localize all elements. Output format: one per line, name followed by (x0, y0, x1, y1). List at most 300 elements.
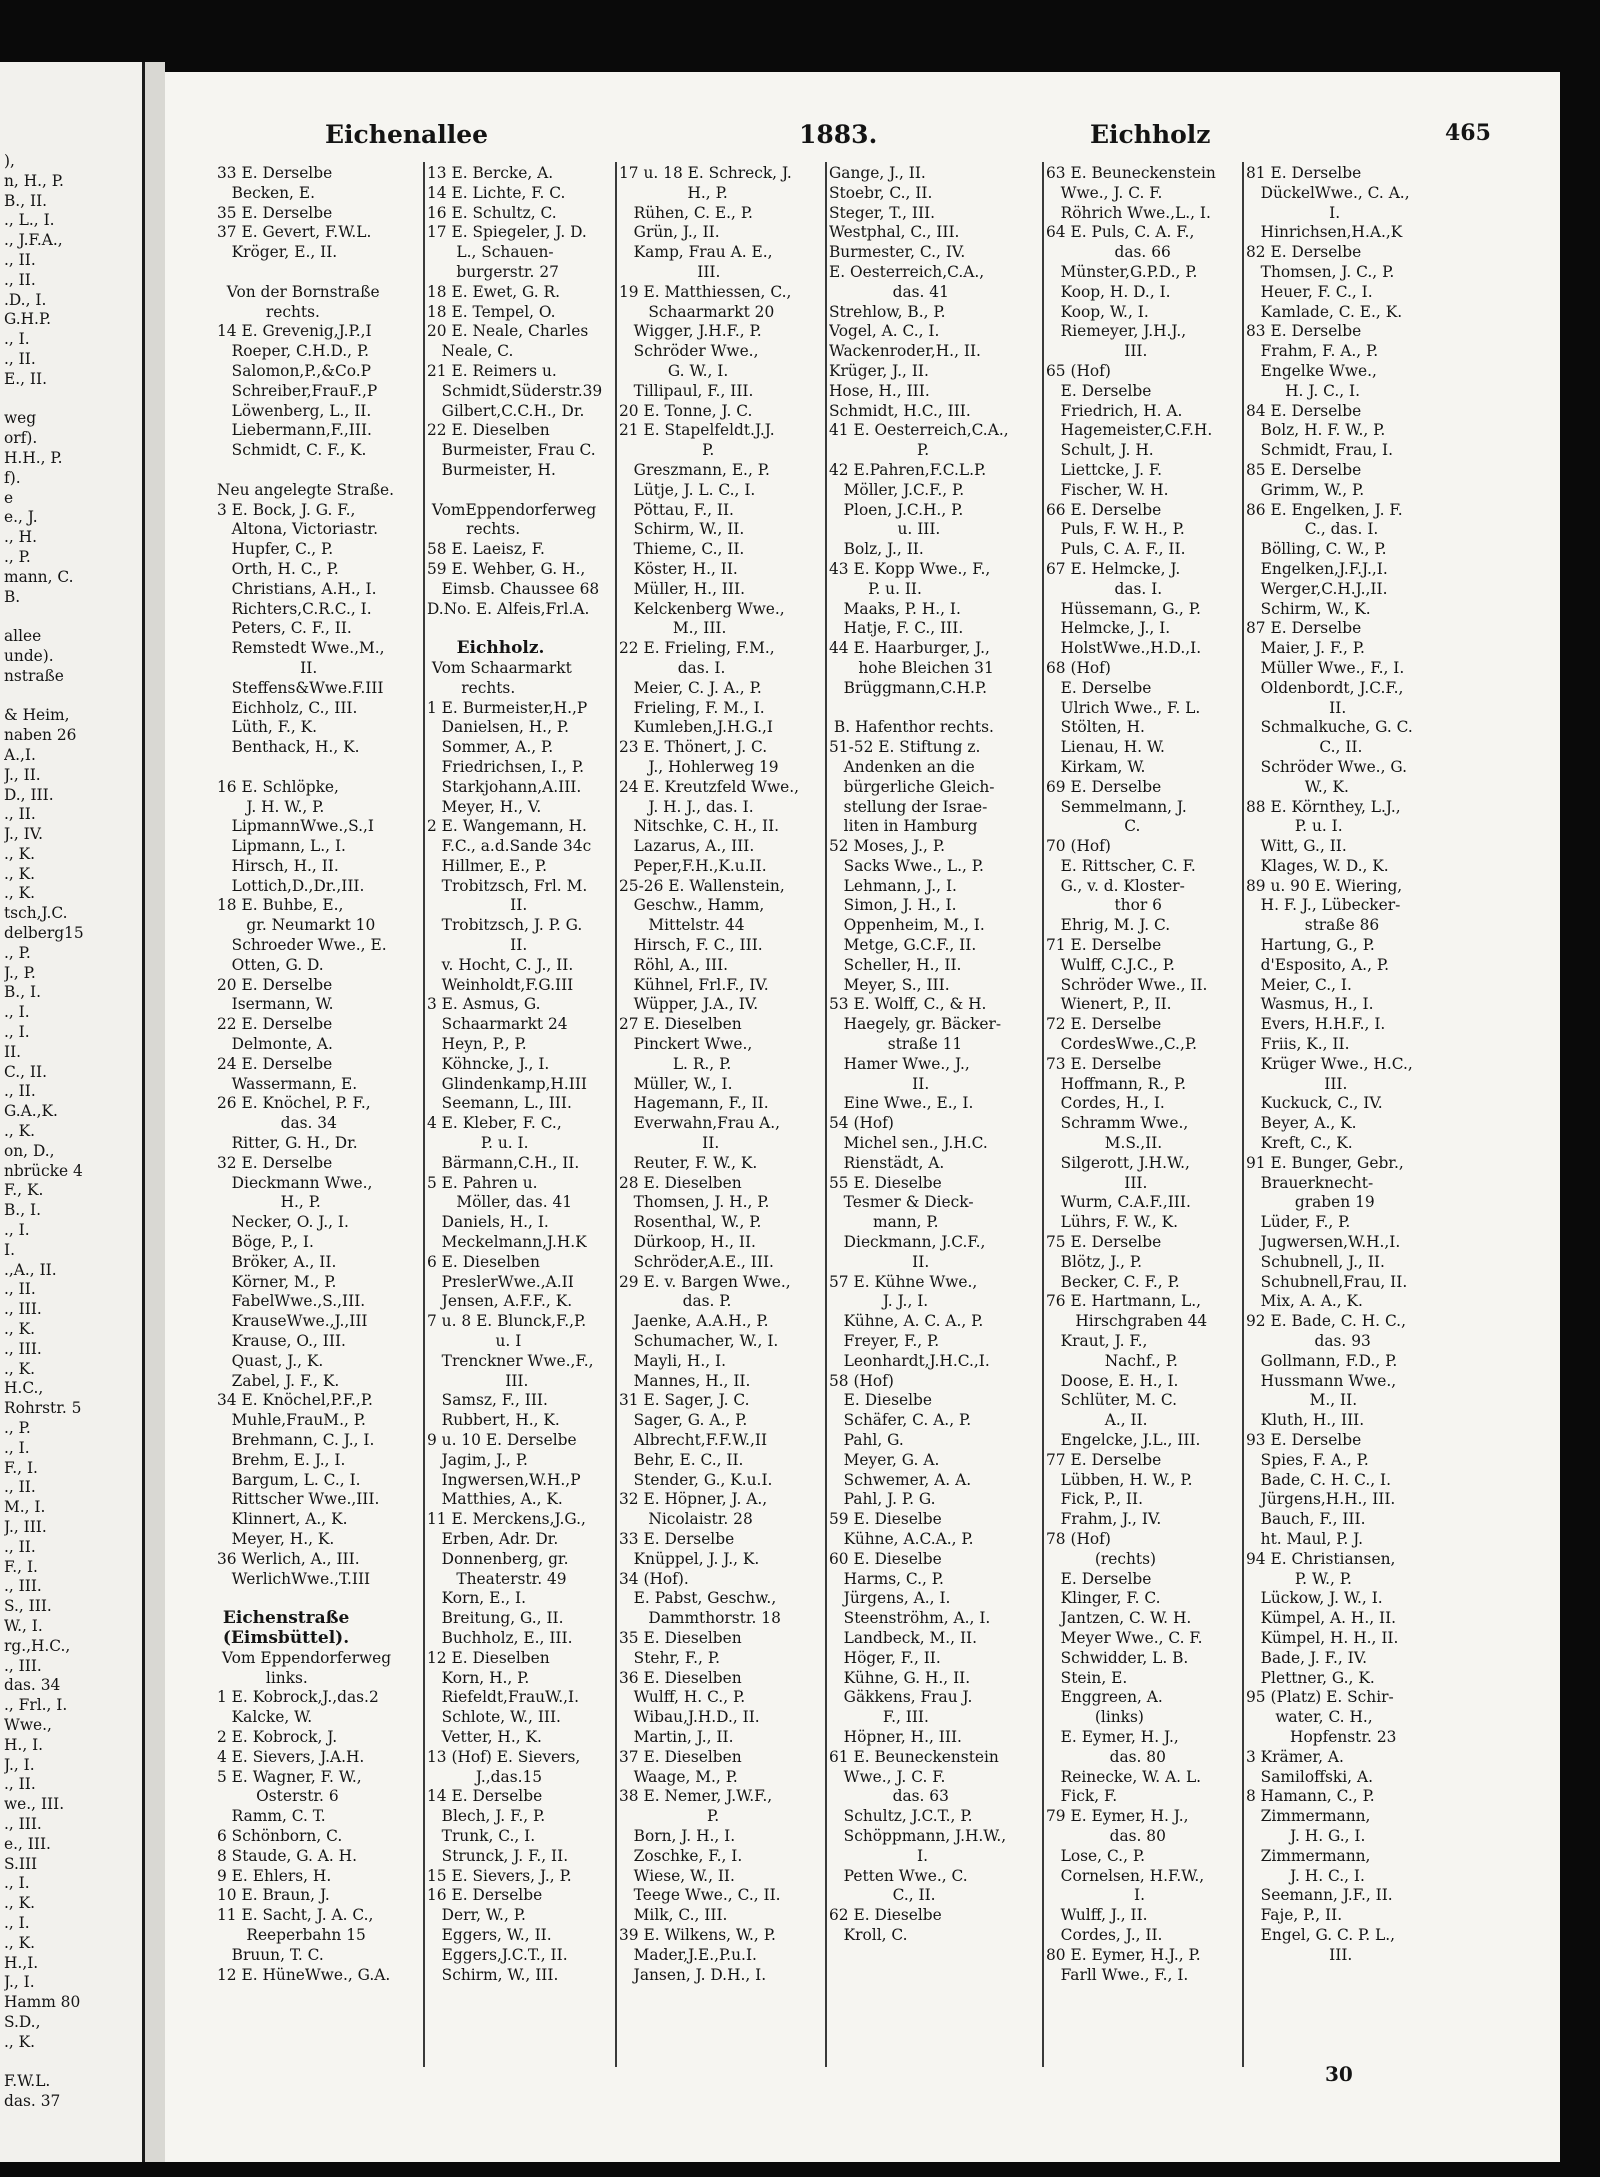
directory-entry-line: water, C. H., (1246, 1708, 1373, 1727)
column-rule (825, 162, 827, 2067)
directory-entry-line: Theaterstr. 49 (427, 1569, 567, 1588)
directory-entry-line: Klages, W. D., K. (1246, 856, 1389, 875)
directory-entry-line: Starkjohann,A.III. (427, 777, 582, 796)
directory-entry-line: E. Oesterreich,C.A., (829, 262, 985, 281)
directory-entry-line: Metge, G.C.F., II. (829, 936, 977, 955)
left-page-line: B., II. (4, 191, 48, 210)
directory-entry-line: P. u. II. (829, 579, 922, 598)
header-left-title: Eichenallee (325, 120, 489, 149)
directory-entry-line: 58 (Hof) (829, 1371, 894, 1390)
directory-entry-line: Schreiber,FrauF.,P (217, 381, 378, 400)
directory-entry-line: Beyer, A., K. (1246, 1114, 1357, 1133)
directory-entry-line: 59 E. Wehber, G. H., (427, 559, 586, 578)
left-page-line: ., II. (4, 1775, 36, 1794)
directory-entry-line: 33 E. Derselbe (619, 1529, 735, 1548)
directory-entry-line: 22 E. Dieselben (427, 421, 550, 440)
directory-entry-line: Leonhardt,J.H.C.,I. (829, 1351, 990, 1370)
directory-entry-line: Eine Wwe., E., I. (829, 1094, 974, 1113)
left-page-line: ., K. (4, 1320, 36, 1339)
directory-entry-line: Hirschgraben 44 (1046, 1312, 1208, 1331)
directory-entry-line: 63 E. Beuneckenstein (1046, 164, 1216, 182)
directory-entry-line (427, 619, 613, 639)
directory-entry-line: Ritter, G. H., Dr. (217, 1134, 358, 1153)
directory-entry-line: Wulff, C.J.C., P. (1046, 955, 1175, 974)
directory-entry-line: 20 E. Tonne, J. C. (619, 401, 753, 420)
directory-entry-line: I. (1046, 1886, 1146, 1905)
directory-entry-line: Farll Wwe., F., I. (1046, 1965, 1189, 1984)
directory-page (165, 72, 1560, 2162)
directory-entry-line: Wüpper, J.A., IV. (619, 995, 759, 1014)
directory-entry-line: Frahm, J., IV. (1046, 1510, 1162, 1529)
directory-entry-line: 70 (Hof) (1046, 837, 1111, 856)
directory-entry-line: Kreft, C., K. (1246, 1134, 1353, 1153)
directory-entry-line: Löwenberg, L., II. (217, 401, 372, 420)
directory-entry-line: Hatje, F. C., III. (829, 619, 964, 638)
directory-entry-line: Fick, P., II. (1046, 1490, 1143, 1509)
directory-entry-line: Thomsen, J. C., P. (1246, 262, 1395, 281)
left-page-line: ., I. (4, 1023, 30, 1042)
directory-entry-line: P. (619, 441, 715, 460)
directory-entry-line: Cordes, H., I. (1046, 1094, 1165, 1113)
directory-entry-line: Stölten, H. (1046, 718, 1145, 737)
directory-entry-line: Stein, E. (1046, 1668, 1128, 1687)
directory-entry-line: Becken, E. (217, 183, 315, 202)
directory-entry-line: Stender, G., K.u.I. (619, 1470, 773, 1489)
left-page-line: rg.,H.C., (4, 1636, 71, 1655)
directory-entry-line: Hamer Wwe., J., (829, 1054, 970, 1073)
directory-entry-line: Zimmermann, (1246, 1807, 1371, 1826)
directory-entry-line: Burmester, C., IV. (829, 243, 966, 262)
directory-entry-line: Orth, H. C., P. (217, 559, 339, 578)
directory-entry-line: Gollmann, F.D., P. (1246, 1351, 1398, 1370)
directory-entry-line: liten in Hamburg (829, 817, 978, 836)
directory-entry-line: Brauerknecht- (1246, 1173, 1374, 1192)
left-page-line: ., II. (4, 1537, 36, 1556)
directory-entry-line: II. (619, 1134, 720, 1153)
directory-entry-line: Schroeder Wwe., E. (217, 936, 387, 955)
left-page-line: J., I. (4, 1973, 35, 1992)
directory-entry-line: Korn, H., P. (427, 1668, 530, 1687)
directory-entry-line: Daniels, H., I. (427, 1213, 549, 1232)
directory-entry-line: Wwe., J. C. F. (829, 1767, 946, 1786)
directory-entry-line: Friedrichsen, I., P. (427, 757, 584, 776)
directory-entry-line: Knüppel, J. J., K. (619, 1549, 760, 1568)
directory-entry-line: Zimmermann, (1246, 1846, 1371, 1865)
directory-entry-line: Hirsch, F. C., III. (619, 936, 763, 955)
directory-entry-line: Klinger, F. C. (1046, 1589, 1161, 1608)
directory-entry-line: 8 Hamann, C., P. (1246, 1787, 1375, 1806)
left-page-line: ., I. (4, 1003, 30, 1022)
directory-entry-line: Oppenheim, M., I. (829, 916, 985, 935)
directory-entry-line: Schumacher, W., I. (619, 1332, 779, 1351)
directory-entry-line: Isermann, W. (217, 995, 334, 1014)
directory-entry-line: 78 (Hof) (1046, 1529, 1111, 1548)
directory-entry-line: 22 E. Derselbe (217, 1015, 333, 1034)
directory-entry-line: Haegely, gr. Bäcker- (829, 1015, 1002, 1034)
directory-entry-line: 39 E. Wilkens, W., P. (619, 1925, 776, 1944)
directory-entry-line: Kühnel, Frl.F., IV. (619, 975, 769, 994)
directory-entry-line: Hartung, G., P. (1246, 936, 1375, 955)
directory-entry-line: rechts. (427, 520, 521, 539)
directory-entry-line: Bolz, H. F. W., P. (1246, 421, 1386, 440)
directory-entry-line: Cordes, J., II. (1046, 1925, 1163, 1944)
directory-entry-line: 5 E. Wagner, F. W., (217, 1767, 362, 1786)
directory-entry-line: Lottich,D.,Dr.,III. (217, 876, 365, 895)
left-page-line: ., II. (4, 349, 36, 368)
directory-entry-line: Helmcke, J., I. (1046, 619, 1171, 638)
directory-entry-line: 94 E. Christiansen, (1246, 1549, 1396, 1568)
directory-entry-line: 22 E. Frieling, F.M., (619, 639, 775, 658)
directory-entry-line: Röhrich Wwe.,L., I. (1046, 203, 1211, 222)
left-page-line: J., II. (4, 765, 41, 784)
directory-entry-line: Fischer, W. H. (1046, 480, 1169, 499)
directory-entry-line: Tillipaul, F., III. (619, 381, 754, 400)
directory-entry-line: 14 E. Lichte, F. C. (427, 183, 566, 202)
directory-entry-line: 4 E. Sievers, J.A.H. (217, 1747, 365, 1766)
directory-entry-line: 92 E. Bade, C. H. C., (1246, 1312, 1406, 1331)
directory-entry-line: 2 E. Wangemann, H. (427, 817, 587, 836)
directory-entry-line: Hopfenstr. 23 (1246, 1727, 1397, 1746)
directory-entry-line: Matthies, A., K. (427, 1490, 563, 1509)
directory-entry-line: Krüger, J., II. (829, 361, 929, 380)
directory-entry-line: 53 E. Wolff, C., & H. (829, 995, 987, 1014)
directory-entry-line: L. R., P. (619, 1054, 732, 1073)
directory-entry-line: Schult, J. H. (1046, 441, 1154, 460)
column-5 (1046, 164, 1240, 2069)
directory-entry-line: III. (1046, 342, 1148, 361)
directory-entry-line: Lütje, J. L. C., I. (619, 480, 756, 499)
left-page-line: M., I. (4, 1498, 46, 1517)
directory-entry-line: Weinholdt,F.G.III (427, 975, 574, 994)
directory-entry-line: W., K. (1246, 777, 1349, 796)
directory-entry-line: Steger, T., III. (829, 203, 936, 222)
directory-entry-line: Schmidt, Frau, I. (1246, 441, 1393, 460)
left-page-line: orf). (4, 429, 38, 448)
directory-entry-line: Dammthorstr. 18 (619, 1609, 781, 1628)
directory-entry-line: Donnenberg, gr. (427, 1549, 569, 1568)
directory-entry-line: links. (217, 1668, 308, 1687)
directory-entry-line: das. 80 (1046, 1826, 1166, 1845)
left-page-line: das. 37 (4, 2092, 61, 2111)
left-page-line: G.A.,K. (4, 1102, 58, 1121)
directory-entry-line: Pahl, G. (829, 1431, 904, 1449)
directory-entry-line: thor 6 (1046, 896, 1162, 915)
directory-entry-line: II. (829, 1074, 930, 1093)
directory-entry-line: Rosenthal, W., P. (619, 1213, 762, 1232)
directory-entry-line: Meyer Wwe., C. F. (1046, 1628, 1203, 1647)
directory-entry-line: Bargum, L. C., I. (217, 1470, 361, 1489)
directory-entry-line: 58 E. Laeisz, F. (427, 540, 545, 559)
directory-entry-line: Rittscher Wwe.,III. (217, 1490, 380, 1509)
directory-entry-line: II. (829, 1252, 930, 1271)
left-page-line: ., III. (4, 1577, 42, 1596)
directory-entry-line: Brüggmann,C.H.P. (829, 678, 988, 697)
directory-entry-line: Friedrich, H. A. (1046, 401, 1183, 420)
left-page-line: weg (4, 409, 37, 428)
directory-entry-line: Roeper, C.H.D., P. (217, 342, 370, 361)
directory-entry-line: Lazarus, A., III. (619, 837, 755, 856)
directory-entry-line: Milk, C., III. (619, 1906, 728, 1925)
directory-entry-line: Neu angelegte Straße. (217, 480, 395, 499)
directory-entry-line: stellung der Israe- (829, 797, 988, 816)
left-page-line: ., K. (4, 1933, 36, 1952)
directory-entry-line: C. (1046, 817, 1141, 836)
directory-entry-line: Koop, H. D., I. (1046, 282, 1171, 301)
directory-entry-line: 32 E. Höpner, J. A., (619, 1490, 768, 1509)
directory-entry-line: Rubbert, H., K. (427, 1411, 560, 1430)
directory-entry-line: straße 86 (1246, 916, 1380, 935)
directory-entry-line (427, 481, 613, 501)
directory-entry-line: Jürgens,H.H., III. (1246, 1490, 1396, 1509)
directory-entry-line: E. Rittscher, C. F. (1046, 856, 1196, 875)
directory-entry-line: (Eimsbüttel). (217, 1627, 350, 1648)
directory-entry-line: Rienstädt, A. (829, 1153, 945, 1172)
directory-entry-line: Kraut, J. F., (1046, 1332, 1148, 1351)
left-page-line: J., III. (4, 1517, 47, 1536)
directory-entry-line: Mix, A. A., K. (1246, 1292, 1363, 1311)
directory-entry-line: 17 u. 18 E. Schreck, J. (619, 164, 792, 182)
directory-entry-line: J.,das.15 (427, 1767, 543, 1786)
directory-entry-line: J. H. J., das. I. (619, 797, 754, 816)
directory-entry-line: Christians, A.H., I. (217, 579, 377, 598)
directory-entry-line: Jaenke, A.A.H., P. (619, 1312, 769, 1331)
directory-entry-line: 36 Werlich, A., III. (217, 1549, 360, 1568)
directory-entry-line: 18 E. Tempel, O. (427, 302, 556, 321)
directory-entry-line: 23 E. Thönert, J. C. (619, 738, 768, 757)
directory-entry-line: Köster, H., II. (619, 559, 738, 578)
directory-entry-line: Trobitzsch, Frl. M. (427, 876, 588, 895)
directory-entry-line: Schaarmarkt 20 (619, 302, 775, 321)
directory-entry-line: Salomon,P.,&Co.P (217, 361, 371, 380)
directory-entry-line: 34 E. Knöchel,P.F.,P. (217, 1391, 373, 1410)
directory-entry-line: Otten, G. D. (217, 955, 324, 974)
directory-entry-line: Osterstr. 6 (217, 1787, 339, 1806)
directory-entry-line: Meckelmann,J.H.K (427, 1233, 587, 1252)
directory-entry-line: Vogel, A. C., I. (829, 322, 940, 341)
directory-entry-line: Benthack, H., K. (217, 738, 360, 757)
directory-entry-line: Hüssemann, G., P. (1046, 599, 1201, 618)
page-header (165, 120, 1560, 166)
left-page-line: ), (4, 152, 15, 170)
directory-entry-line: Zabel, J. F., K. (217, 1371, 340, 1390)
left-page-line: H., I. (4, 1735, 44, 1754)
directory-entry-line: Engelken,J.F.J.,I. (1246, 559, 1388, 578)
directory-entry-line: DückelWwe., C. A., (1246, 183, 1410, 202)
left-page-line: nbrücke 4 (4, 1161, 83, 1180)
directory-entry-line: Zoschke, F., I. (619, 1846, 743, 1865)
directory-entry-line: 43 E. Kopp Wwe., F., (829, 559, 991, 578)
directory-entry-line: Freyer, F., P. (829, 1332, 940, 1351)
directory-entry-line: Stoebr, C., II. (829, 183, 933, 202)
directory-entry-line: Eichholz. (427, 638, 545, 659)
directory-entry-line: 18 E. Buhbe, E., (217, 896, 344, 915)
directory-entry-line: Bolz, J., II. (829, 540, 924, 559)
directory-entry-line: Simon, J. H., I. (829, 896, 957, 915)
left-page-line: Rohrstr. 5 (4, 1399, 82, 1418)
directory-entry-line: bürgerliche Gleich- (829, 777, 995, 796)
left-page-line: e., III. (4, 1834, 51, 1853)
directory-entry-line: 64 E. Puls, C. A. F., (1046, 223, 1195, 242)
directory-entry-line: 14 E. Grevenig,J.P.,I (217, 322, 372, 341)
left-page-line: e., J. (4, 508, 38, 527)
directory-entry-line: 93 E. Derselbe (1246, 1431, 1362, 1449)
directory-entry-line: Pinckert Wwe., (619, 1035, 753, 1054)
directory-entry-line: Trenckner Wwe.,F., (427, 1351, 594, 1370)
left-page-line: ., I. (4, 1913, 30, 1932)
directory-entry-line: M., III. (619, 619, 727, 638)
directory-entry-line: u. I (427, 1332, 522, 1351)
directory-entry-line: Schmidt,Süderstr.39 (427, 381, 603, 400)
directory-entry-line: Rühen, C. E., P. (619, 203, 753, 222)
directory-entry-line: 19 E. Matthiessen, C., (619, 282, 792, 301)
left-page-line: B., I. (4, 1201, 41, 1220)
directory-entry-line: Müller, H., III. (619, 579, 745, 598)
directory-entry-line: Mittelstr. 44 (619, 916, 745, 935)
directory-entry-line: Albrecht,F.F.W.,II (619, 1431, 768, 1449)
directory-entry-line: 3 E. Asmus, G. (427, 995, 541, 1014)
directory-entry-line: 13 E. Bercke, A. (427, 164, 554, 182)
directory-entry-line: 10 E. Braun, J. (217, 1886, 330, 1905)
directory-entry-line: Engelcke, J.L., III. (1046, 1431, 1201, 1449)
directory-entry-line: Faje, P., II. (1246, 1906, 1343, 1925)
left-page-line: ., III. (4, 1339, 42, 1358)
directory-entry-line: Wulff, J., II. (1046, 1906, 1148, 1925)
directory-entry-line: Behr, E. C., II. (619, 1450, 744, 1469)
directory-entry-line: Quast, J., K. (217, 1351, 324, 1370)
directory-entry-line: Born, J. H., I. (619, 1826, 736, 1845)
directory-entry-line: Gilbert,C.C.H., Dr. (427, 401, 585, 420)
directory-entry-line: Kühne, G. H., II. (829, 1668, 971, 1687)
left-page-line: C., II. (4, 1062, 47, 1081)
directory-entry-line: II. (217, 658, 318, 677)
directory-entry-line: III. (1046, 1173, 1148, 1192)
directory-entry-line: Necker, O. J., I. (217, 1213, 349, 1232)
directory-entry-line: 91 E. Bunger, Gebr., (1246, 1153, 1404, 1172)
left-page-line: ., III. (4, 1656, 42, 1675)
directory-entry-line: Thomsen, J. H., P. (619, 1193, 770, 1212)
directory-entry-line: Seemann, L., III. (427, 1094, 572, 1113)
left-page-line: .,A., II. (4, 1260, 57, 1279)
directory-entry-line: Wackenroder,H., II. (829, 342, 981, 361)
directory-entry-line: Sager, G. A., P. (619, 1411, 748, 1430)
directory-entry-line: Kumleben,J.H.G.,I (619, 718, 773, 737)
directory-entry-line: Everwahn,Frau A., (619, 1114, 781, 1133)
directory-entry-line: Martin, J., II. (619, 1727, 734, 1746)
left-page-line: & Heim, (4, 706, 70, 725)
directory-entry-line: Hagemeister,C.F.H. (1046, 421, 1213, 440)
directory-entry-line: Seemann, J.F., II. (1246, 1886, 1393, 1905)
directory-entry-line: Kümpel, A. H., II. (1246, 1609, 1397, 1628)
directory-entry-line: Waage, M., P. (619, 1767, 738, 1786)
directory-entry-line: Eichenstraße (217, 1608, 350, 1629)
directory-entry-line: 37 E. Gevert, F.W.L. (217, 223, 372, 242)
directory-entry-line: 9 u. 10 E. Derselbe (427, 1431, 577, 1449)
directory-entry-line: Höpner, H., III. (829, 1727, 962, 1746)
directory-entry-line: M.S.,II. (1046, 1134, 1163, 1153)
directory-entry-line: Schröder,A.E., III. (619, 1252, 774, 1271)
directory-entry-line: 12 E. HüneWwe., G.A. (217, 1965, 391, 1984)
directory-entry-line: das. 63 (829, 1787, 949, 1806)
directory-entry-line: u. III. (829, 520, 941, 539)
left-page-line: ., L., I. (4, 211, 55, 230)
directory-entry-line: Bärmann,C.H., II. (427, 1153, 580, 1172)
directory-entry-line: 33 E. Derselbe (217, 164, 333, 182)
directory-entry-line: Harms, C., P. (829, 1569, 944, 1588)
directory-entry-line: L., Schauen- (427, 243, 554, 262)
directory-entry-line: Schultz, J.C.T., P. (829, 1807, 973, 1826)
column-rule (1242, 162, 1244, 2067)
directory-entry-line: Krüger Wwe., H.C., (1246, 1054, 1413, 1073)
left-page-line: ., Frl., I. (4, 1696, 68, 1715)
directory-entry-line: Jugwersen,W.H.,I. (1246, 1233, 1401, 1252)
directory-entry-line: Sacks Wwe., L., P. (829, 856, 984, 875)
directory-entry-line: Tesmer & Dieck- (829, 1193, 974, 1212)
directory-entry-line: Schmidt, H.C., III. (829, 401, 971, 420)
directory-entry-line: Pahl, J. P. G. (829, 1490, 936, 1509)
directory-entry-line: d'Esposito, A., P. (1246, 955, 1389, 974)
book-gutter (145, 62, 165, 2162)
directory-entry-line: ht. Maul, P. J. (1246, 1529, 1363, 1548)
directory-entry-line: Lehmann, J., I. (829, 876, 957, 895)
directory-entry-line: 26 E. Knöchel, P. F., (217, 1094, 371, 1113)
directory-entry-line: 27 E. Dieselben (619, 1015, 742, 1034)
left-page-line: ., K. (4, 864, 36, 883)
directory-entry-line: 16 E. Derselbe (427, 1886, 543, 1905)
directory-entry-line: 77 E. Derselbe (1046, 1450, 1162, 1469)
directory-entry-line: Kühne, A. C. A., P. (829, 1312, 984, 1331)
left-page-line: ., P. (4, 1419, 31, 1437)
left-page-line: ., H. (4, 528, 37, 547)
directory-entry-line: 59 E. Dieselbe (829, 1510, 942, 1529)
directory-entry-line: Samsz, F., III. (427, 1391, 548, 1410)
directory-entry-line: I. (829, 1846, 929, 1865)
directory-entry-line: Kümpel, H. H., II. (1246, 1628, 1399, 1647)
directory-entry-line: das. 80 (1046, 1747, 1166, 1766)
directory-entry-line: 72 E. Derselbe (1046, 1015, 1162, 1034)
directory-entry-line: mann, P. (829, 1213, 939, 1232)
directory-entry-line: P. (829, 441, 930, 460)
directory-entry-line: Schöppmann, J.H.W., (829, 1826, 1007, 1845)
directory-entry-line: II. (1246, 698, 1347, 717)
left-page-line: ., I. (4, 1438, 30, 1457)
directory-entry-line: 82 E. Derselbe (1246, 243, 1362, 262)
left-page-line: ., III. (4, 1814, 42, 1833)
directory-entry-line: H., P. (217, 1193, 321, 1212)
directory-entry-line: Ehrig, M. J. C. (1046, 916, 1171, 935)
directory-entry-line: Schäfer, C. A., P. (829, 1411, 972, 1430)
left-page-line (4, 607, 142, 627)
directory-entry-line: 44 E. Haarburger, J., (829, 639, 990, 658)
directory-entry-line: 85 E. Derselbe (1246, 460, 1362, 479)
directory-entry-line: Maier, J. F., P. (1246, 639, 1365, 658)
column-1 (217, 164, 421, 2069)
directory-entry-line: LipmannWwe.,S.,I (217, 817, 375, 836)
directory-entry-line: P. (619, 1807, 720, 1826)
left-page-line: F., I. (4, 1458, 38, 1477)
directory-entry-line: III. (427, 1371, 529, 1390)
directory-entry-line: das. I. (1046, 579, 1163, 598)
directory-entry-line: Strehlow, B., P. (829, 302, 946, 321)
directory-entry-line: Meier, C. J. A., P. (619, 678, 762, 697)
directory-entry-line: II. (427, 896, 528, 915)
directory-entry-line: das. 34 (217, 1114, 337, 1133)
directory-entry-line: Bade, C. H. C., I. (1246, 1470, 1392, 1489)
directory-entry-line: 8 Staude, G. A. H. (217, 1846, 357, 1865)
directory-entry-line: 81 E. Derselbe (1246, 164, 1362, 182)
directory-entry-line (217, 263, 421, 283)
directory-entry-line: Burmeister, Frau C. (427, 441, 596, 460)
directory-entry-line: Grimm, W., P. (1246, 480, 1365, 499)
